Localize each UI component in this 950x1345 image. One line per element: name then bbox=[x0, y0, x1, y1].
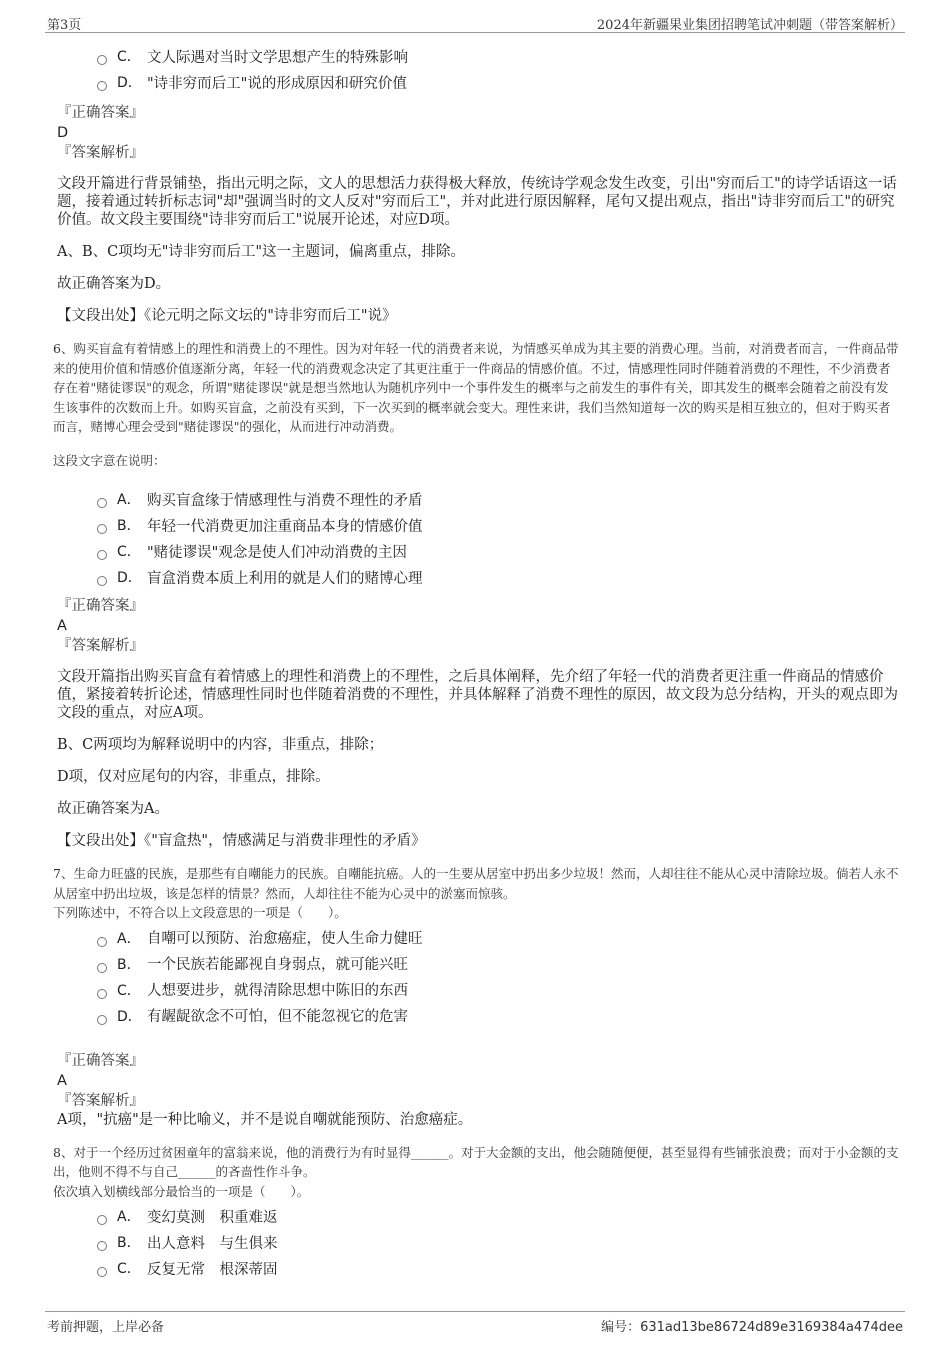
option-c[interactable] bbox=[97, 977, 900, 1003]
analysis-paragraph: 文段开篇进行背景铺垫，指出元明之际，文人的思想活力获得极大释放，传统诗学观念发生改变，引出"穷而后工"的诗学话语这一话题，接着通过转折标志词"却"强调当时的文人反对"穷而后工"，并对此进行原因解释，尾句又提出观点，指出"诗非穷而后工"的研究价值。故文段主要围绕"诗非穷而后工"说展开论述，对应D项。 bbox=[57, 176, 897, 228]
option-text: 年轻一代消费更加注重商品本身的情感价值 bbox=[147, 518, 423, 535]
analysis-paragraph: 故正确答案为D。 bbox=[57, 276, 171, 292]
option-letter: D． bbox=[117, 570, 142, 586]
serial-number: 631ad13be86724d89e3169384a474dee bbox=[640, 1320, 903, 1335]
option-b[interactable] bbox=[97, 951, 900, 977]
option-letter: C． bbox=[117, 982, 141, 999]
option-text: 自嘲可以预防、治愈癌症，使人生命力健旺 bbox=[147, 931, 423, 947]
page-number: 第3页 bbox=[47, 18, 82, 33]
q8-options bbox=[97, 1203, 900, 1281]
option-b[interactable] bbox=[97, 1229, 900, 1255]
question-8: 8、对于一个经历过贫困童年的富翁来说，他的消费行为有时显得______。对于大金额的支出，他会随随便便，甚至显得有些铺张浪费；而对于小金额的支出，他则不得不与自己______的吝啬性作斗争。 bbox=[53, 1144, 899, 1179]
page-footer bbox=[45, 1311, 905, 1336]
option-letter: C． bbox=[117, 544, 141, 560]
question-6: 6、购买盲盒有着情感上的理性和消费上的不理性。因为对年轻一代的消费者来说，为情感买单成为其主要的消费心理。当前，对消费者而言，一件商品带来的使用价值和情感价值逐渐分离，年轻一代的消费观念决定了其更注重于一件商品的情感价值。不过，情感理性同时伴随着消费的不理性，不少消费者存在着"赌徒谬误"的观念，所谓"赌徒谬误"就是想当然地认为随机序列中一个事件发生的概率与之前发生的事件有关，即其发生的概率会随着之前没有发生该事件的次数而上升。如购买盲盒，之前没有买到，下一次买到的概率就会变大。理性来讲，我们当然知道每一次的购买是相互独立的，但对于购买者而言，赌博心理会受到"赌徒谬误"的强化，从而进行冲动消费。 bbox=[53, 341, 899, 434]
option-text: 盲盒消费本质上利用的就是人们的赌博心理 bbox=[147, 570, 423, 587]
analysis-paragraph: 故正确答案为A。 bbox=[57, 801, 169, 817]
option-d[interactable] bbox=[97, 564, 900, 590]
option-text: 人想要进步，就得清除思想中陈旧的东西 bbox=[147, 983, 408, 999]
option-a[interactable] bbox=[97, 1203, 900, 1229]
option-letter: A． bbox=[117, 930, 141, 947]
analysis-paragraph: A、B、C项均无"诗非穷而后工"这一主题词，偏离重点，排除。 bbox=[57, 244, 466, 260]
option-letter: D． bbox=[117, 1008, 142, 1025]
option-letter: B． bbox=[117, 518, 141, 534]
option-c[interactable] bbox=[97, 43, 900, 69]
radio-icon[interactable] bbox=[97, 1267, 107, 1277]
radio-icon[interactable] bbox=[97, 498, 107, 508]
option-letter: A． bbox=[117, 1209, 141, 1225]
question-7-lead: 下列陈述中，不符合以上文段意思的一项是（ ）。 bbox=[53, 905, 347, 920]
option-text: "赌徒谬误"观念是使人们冲动消费的主因 bbox=[147, 544, 407, 561]
analysis-label: 『答案解析』 bbox=[57, 145, 144, 161]
option-text: 变幻莫测 积重难返 bbox=[147, 1209, 278, 1226]
option-text: 反复无常 根深蒂固 bbox=[147, 1261, 278, 1278]
option-b[interactable] bbox=[97, 512, 900, 538]
answer-label: 『正确答案』 bbox=[57, 1052, 144, 1069]
option-d[interactable] bbox=[97, 1003, 900, 1029]
document-title: 2024年新疆果业集团招聘笔试冲刺题（带答案解析） bbox=[596, 18, 903, 33]
option-text: "诗非穷而后工"说的形成原因和研究价值 bbox=[147, 75, 407, 92]
source-citation: 【文段出处】《"盲盒热"，情感满足与消费非理性的矛盾》 bbox=[57, 833, 426, 849]
option-text: 文人际遇对当时文学思想产生的特殊影响 bbox=[147, 49, 408, 66]
radio-icon[interactable] bbox=[97, 55, 107, 65]
answer-value: D bbox=[57, 125, 69, 141]
q5-options bbox=[97, 43, 900, 95]
question-7: 7、生命力旺盛的民族，是那些有自嘲能力的民族。自嘲能抗癌。人的一生要从居室中扔出多少垃圾！然而，人却往往不能从心灵中清除垃圾。倘若人永不从居室中扔出垃圾，该是怎样的情景？然而，人却往往不能为心灵中的淤塞而惊骇。 bbox=[53, 866, 899, 901]
answer-value: A bbox=[57, 618, 67, 634]
question-6-lead: 这段文字意在说明： bbox=[53, 452, 166, 468]
radio-icon[interactable] bbox=[97, 576, 107, 586]
footer-serial bbox=[601, 1316, 903, 1335]
option-letter: B． bbox=[117, 956, 141, 973]
page-header bbox=[45, 10, 905, 33]
analysis-paragraph: D项，仅对应尾句的内容，非重点，排除。 bbox=[57, 769, 330, 785]
radio-icon[interactable] bbox=[97, 550, 107, 560]
radio-icon[interactable] bbox=[97, 989, 107, 999]
analysis-paragraph: 文段开篇指出购买盲盒有着情感上的理性和消费上的不理性，之后具体阐释，先介绍了年轻一代的消费者更注重一件商品的情感价值，紧接着转折论述，情感理性同时也伴随着消费的不理性，并具体解释了消费不理性的原因，故文段为总分结构，开头的观点即为文段的重点，对应A项。 bbox=[57, 669, 898, 721]
serial-label: 编号： bbox=[601, 1320, 641, 1335]
option-text: 出人意料 与生俱来 bbox=[147, 1235, 278, 1252]
footer-slogan: 考前押题，上岸必备 bbox=[47, 1320, 165, 1335]
radio-icon[interactable] bbox=[97, 524, 107, 534]
option-d[interactable] bbox=[97, 69, 900, 95]
analysis-paragraph: A项，"抗癌"是一种比喻义，并不是说自嘲就能预防、治愈癌症。 bbox=[57, 1111, 473, 1128]
option-a[interactable] bbox=[97, 925, 900, 951]
option-text: 一个民族若能鄙视自身弱点，就可能兴旺 bbox=[147, 957, 408, 973]
radio-icon[interactable] bbox=[97, 963, 107, 973]
option-letter: C． bbox=[117, 1261, 141, 1277]
option-c[interactable] bbox=[97, 1255, 900, 1281]
analysis-paragraph: B、C两项均为解释说明中的内容，非重点，排除； bbox=[57, 737, 384, 753]
option-text: 购买盲盒缘于情感理性与消费不理性的矛盾 bbox=[147, 492, 423, 509]
question-8-lead: 依次填入划横线部分最恰当的一项是（ ）。 bbox=[53, 1183, 310, 1199]
option-a[interactable] bbox=[97, 486, 900, 512]
q6-options bbox=[97, 486, 900, 590]
option-letter: B． bbox=[117, 1235, 141, 1251]
radio-icon[interactable] bbox=[97, 1015, 107, 1025]
source-citation: 【文段出处】《论元明之际文坛的"诗非穷而后工"说》 bbox=[57, 308, 397, 324]
option-letter: A． bbox=[117, 492, 141, 508]
radio-icon[interactable] bbox=[97, 1215, 107, 1225]
analysis-label: 『答案解析』 bbox=[57, 638, 144, 654]
analysis-label: 『答案解析』 bbox=[57, 1092, 144, 1109]
radio-icon[interactable] bbox=[97, 1241, 107, 1251]
option-letter: D． bbox=[117, 75, 142, 91]
radio-icon[interactable] bbox=[97, 81, 107, 91]
answer-value: A bbox=[57, 1072, 67, 1089]
option-text: 有龌龊欲念不可怕，但不能忽视它的危害 bbox=[147, 1009, 408, 1025]
q7-options bbox=[97, 925, 900, 1029]
answer-label: 『正确答案』 bbox=[57, 598, 144, 614]
radio-icon[interactable] bbox=[97, 937, 107, 947]
answer-label: 『正确答案』 bbox=[57, 105, 144, 121]
option-letter: C． bbox=[117, 49, 141, 65]
option-c[interactable] bbox=[97, 538, 900, 564]
page-content bbox=[55, 42, 900, 1281]
